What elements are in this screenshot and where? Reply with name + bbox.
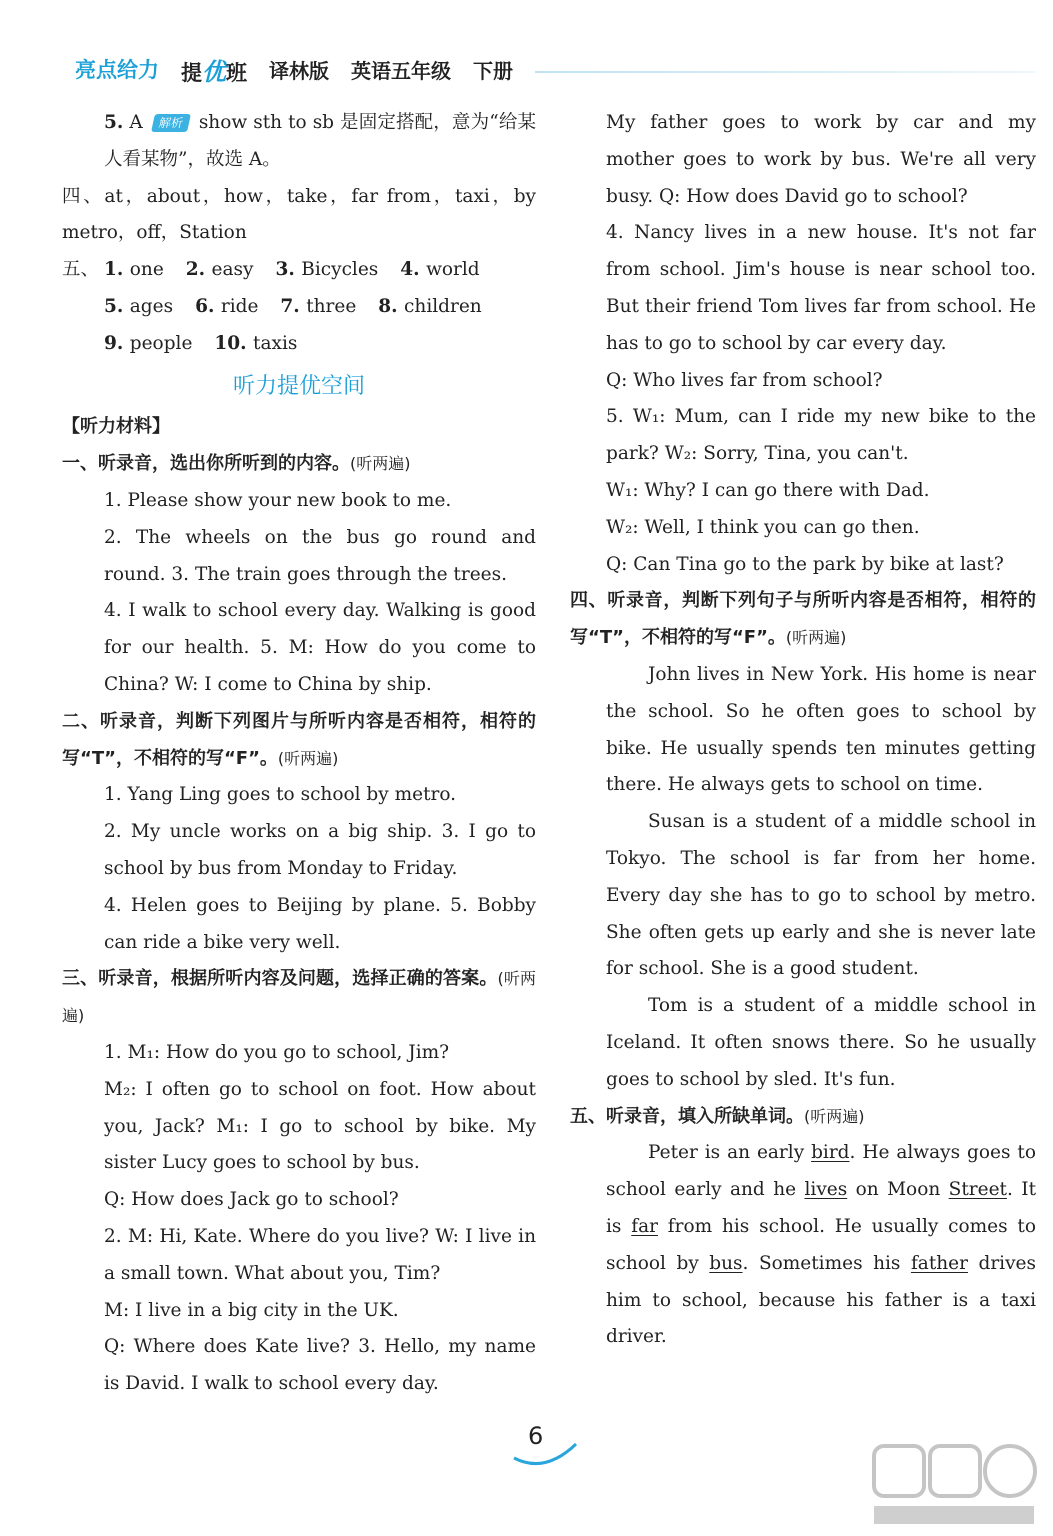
answer-item-word: easy — [211, 259, 254, 281]
header-rule — [535, 71, 1035, 73]
filled-blank: father — [910, 1252, 968, 1274]
answer-item — [104, 289, 173, 326]
section-4-label: 四、 — [62, 185, 105, 207]
passage-text: Peter is an early — [648, 1142, 812, 1164]
s2-note: (听两遍) — [277, 748, 339, 768]
filled-blank: lives — [804, 1179, 848, 1201]
answer-item-number: 3. — [275, 259, 302, 281]
series-title — [181, 52, 247, 87]
s3-line: Q: How does Jack go to school? — [104, 1189, 399, 1211]
page-header — [75, 52, 1035, 86]
answer-item-word: children — [404, 295, 482, 317]
answer-item — [104, 326, 192, 363]
s3-line: Q: Where does Kate live? 3. Hello, my name is David. I walk to school every day. — [104, 1336, 536, 1395]
page-number: 6 — [528, 1422, 544, 1450]
series-you: 优 — [202, 57, 226, 86]
s4-paragraph: John lives in New York. His home is near the school. So he often goes to school by bike. He usually spends ten minutes getting there. He always gets to school on time. — [606, 663, 1036, 796]
answer-row — [104, 326, 536, 363]
s5-head-text: 五、听录音，填入所缺单词。 — [570, 1105, 804, 1127]
answer-row — [104, 289, 536, 326]
s4-paragraph: Tom is a student of a middle school in Iceland. It often snows there. So he usually goes to school by sled. It's fun. — [606, 995, 1036, 1090]
answer-item-number: 8. — [378, 295, 405, 317]
answer-item-number: 9. — [104, 332, 130, 354]
answer-item — [378, 289, 481, 326]
section-5-grid — [62, 252, 536, 362]
s3-line: Q: Who lives far from school? — [606, 369, 883, 391]
answer-item-number: 7. — [280, 295, 307, 317]
passage-text: . Sometimes his — [742, 1252, 911, 1274]
answer-item-word: one — [129, 259, 164, 281]
material-label: 【听力材料】 — [62, 416, 170, 438]
answer-section-4 — [62, 179, 536, 253]
answer-item-number: 6. — [195, 295, 221, 317]
series-prefix: 提 — [181, 60, 202, 85]
passage-text: . It is — [606, 1179, 1037, 1237]
s3-line: M₂: I often go to school on foot. How about you, Jack? M₁: I go to school by bike. My sister Lucy goes to school by bus. — [104, 1078, 536, 1174]
listening-section-4-head — [570, 583, 1036, 657]
s2-head-text: 二、听录音，判断下列图片与所听内容是否相符，相符的写“T”，不相符的写“F”。 — [62, 710, 536, 769]
answer-item-number: 5. — [104, 295, 130, 317]
answer-item-number: 10. — [214, 332, 254, 354]
s4-note: (听两遍) — [785, 628, 847, 648]
answer-item-word: three — [306, 295, 357, 317]
s3-line: Q: Can Tina go to the park by bike at last? — [606, 553, 1004, 575]
answer-item-word: taxis — [253, 332, 298, 354]
filled-blank: far — [631, 1215, 658, 1237]
filled-blank: Street — [948, 1179, 1007, 1201]
answer-row — [104, 252, 536, 289]
filled-blank: bird — [811, 1142, 850, 1164]
page-number-badge — [510, 1418, 580, 1478]
s3-line: W₂: Well, I think you can go then. — [606, 516, 920, 538]
answer-item — [214, 326, 297, 363]
q5-number: 5. — [104, 112, 124, 133]
page-swoosh-icon — [510, 1418, 580, 1478]
answer-item-number: 1. — [104, 259, 130, 281]
s3-line: 2. M: Hi, Kate. Where do you live? W: I live in a small town. What about you, Tim? — [104, 1225, 536, 1284]
edition-label: 译林版 — [269, 58, 329, 83]
section-4-text: at，about，how，take，far from，taxi，by metro，off，Station — [62, 185, 536, 244]
s3-head-text: 三、听录音，根据所听内容及问题，选择正确的答案。 — [62, 968, 498, 990]
passage-text: . He always goes to school early and he — [606, 1142, 1036, 1201]
s5-note: (听两遍) — [804, 1106, 865, 1126]
answer-item-word: ages — [129, 295, 174, 317]
watermark-logo — [870, 1440, 1040, 1530]
s1-note: (听两遍) — [350, 454, 411, 474]
listening-section-1-head — [62, 446, 536, 483]
section-5-label: 五、 — [62, 259, 100, 281]
listening-section-5-head — [570, 1099, 1036, 1136]
volume-label: 下册 — [473, 58, 513, 83]
q5-answer: A — [129, 112, 143, 133]
s3-line: 5. W₁: Mum, can I ride my new bike to the park? W₂: Sorry, Tina, you can't. — [606, 406, 1036, 465]
passage-text: from his school. He usually comes to school by — [606, 1215, 1036, 1274]
s1-line: 1. Please show your new book to me. — [104, 489, 452, 511]
filled-blank: bus — [709, 1252, 743, 1274]
answer-item-word: people — [129, 332, 193, 354]
s3-line: 4. Nancy lives in a new house. It's not far from school. Jim's house is near school too. But their friend Tom lives far from school. He has to go to school by car every day. — [606, 222, 1036, 354]
answer-q5 — [62, 105, 536, 179]
answer-item-word: ride — [220, 295, 259, 317]
passage-text: on Moon — [847, 1179, 949, 1201]
s1-line: 4. I walk to school every day. Walking is good for our health. 5. M: How do you come to China? W: I come to China by ship. — [104, 600, 536, 695]
s5-paragraph — [606, 1135, 1036, 1356]
answer-item-word: Bicycles — [301, 259, 379, 281]
s3-note: (听两遍) — [62, 969, 536, 1026]
answer-item-number: 4. — [400, 259, 427, 281]
s1-line: 2. The wheels on the bus go round and round. 3. The train goes through the trees. — [104, 526, 536, 585]
listening-section-3-head — [62, 961, 536, 1035]
s3-line: My father goes to work by car and my mother goes to work by bus. We're all very busy. Q: How does David go to school? — [606, 112, 1036, 207]
left-column — [62, 105, 536, 1403]
brand-title: 亮点给力 — [75, 58, 159, 82]
answer-item-number: 2. — [185, 259, 212, 281]
s4-head-text: 四、听录音，判断下列句子与所听内容是否相符，相符的写“T”，不相符的写“F”。 — [570, 590, 1036, 649]
listening-title: 听力提优空间 — [232, 373, 365, 399]
subject-label: 英语五年级 — [351, 58, 451, 83]
series-suffix: 班 — [226, 60, 247, 85]
answer-item — [280, 289, 356, 326]
s3-line: W₁: Why? I can go there with Dad. — [606, 479, 930, 501]
s4-paragraph: Susan is a student of a middle school in Tokyo. The school is far from her home. Every day she has to go to school by metro. She often gets up early and she is never late for school. She is a good student. — [606, 811, 1036, 980]
s3-line: 1. M₁: How do you go to school, Jim? — [104, 1041, 450, 1063]
answer-item — [104, 252, 164, 289]
right-column — [570, 105, 1037, 1356]
answer-section-5 — [62, 252, 536, 362]
s1-head-text: 一、听录音，选出你所听到的内容。 — [62, 453, 350, 475]
analysis-tag: 解析 — [151, 114, 191, 132]
listening-section-2-head — [62, 704, 536, 778]
answer-item — [186, 252, 254, 289]
s2-line: 2. My uncle works on a big ship. 3. I go to school by bus from Monday to Friday. — [104, 821, 536, 879]
answer-item — [400, 252, 479, 289]
answer-item-word: world — [426, 259, 480, 281]
q5-explanation: show sth to sb 是固定搭配，意为“给某人看某物”，故选 A。 — [104, 112, 536, 170]
s2-line: 1. Yang Ling goes to school by metro. — [104, 784, 457, 806]
s2-line: 4. Helen goes to Beijing by plane. 5. Bobby can ride a bike very well. — [104, 894, 536, 953]
answer-item — [195, 289, 258, 326]
watermark-icon — [870, 1440, 1040, 1530]
s3-line: M: I live in a big city in the UK. — [104, 1299, 399, 1321]
passage-text: drives him to school, because his father is a taxi driver. — [606, 1252, 1036, 1348]
answer-item — [275, 252, 378, 289]
